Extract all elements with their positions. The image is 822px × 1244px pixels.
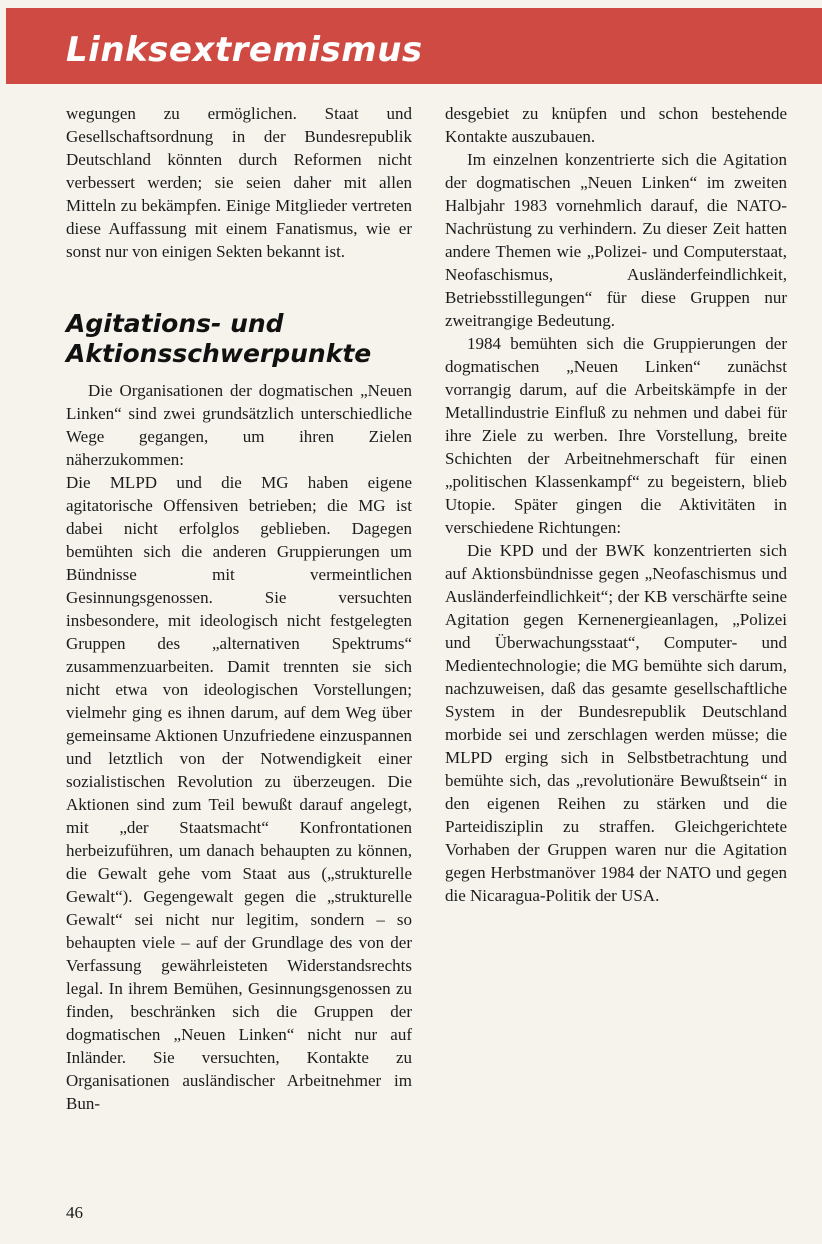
left-paragraph-1: wegungen zu ermöglichen. Staat und Gesellschaftsordnung in der Bundesrepublik Deutschland könnten durch Reformen nicht verbessert werden; sie seien daher mit allen Mitteln zu bekämpfen. Einige Mitglieder vertreten diese Auffassung mit einem Fanatismus, wie er sonst nur von einigen Sekten bekannt ist.: [66, 104, 412, 261]
right-paragraph-1: desgebiet zu knüpfen und schon bestehende Kontakte auszubauen.: [445, 104, 787, 146]
right-paragraph-2: Im einzelnen konzentrierte sich die Agitation der dogmatischen „Neuen Linken“ im zweiten Halbjahr 1983 vornehmlich darauf, die NATO-Nachrüstung zu verhindern. Zu dieser Zeit hatten andere Themen wie „Polizei- und Computerstaat, Neofaschismus, Ausländerfeindlichkeit, Betriebsstillegungen“ für diese Gruppen nur zweitrangige Bedeutung.: [445, 150, 787, 330]
chapter-title: Linksextremismus: [66, 30, 423, 70]
page-number: 46: [66, 1203, 83, 1222]
left-paragraph-3: Die MLPD und die MG haben eigene agitatorische Offensiven betrieben; die MG ist dabei nicht erfolglos geblieben. Dagegen bemühten sich die anderen Gruppierungen um Bündnisse mit vermeintlichen Gesinnungsgenossen. Sie versuchten insbesondere, mit ideologisch nicht festgelegten Gruppen des „alternativen Spektrums“ zusammenzuarbeiten. Damit trennten sie sich nicht etwa von ideologischen Vorstellungen; vielmehr ging es ihnen darum, auf dem Weg über gemeinsame Aktionen Unzufriedene einzuspannen und letztlich von der Notwendigkeit einer sozialistischen Revolution zu überzeugen. Die Aktionen sind zum Teil bewußt darauf angelegt, mit „der Staatsmacht“ Konfrontationen herbeizuführen, um danach behaupten zu können, die Gewalt gehe vom Staat aus („strukturelle Gewalt“). Gegengewalt gegen die „strukturelle Gewalt“ sei nicht nur legitim, sondern – so behaupten viele – auf der Grundlage des von der Verfassung gewährleisteten Widerstandsrechts legal. In ihrem Bemühen, Gesinnungsgenossen zu finden, beschränken sich die Gruppen der dogmatischen „Neuen Linken“ nicht nur auf Inländer. Sie versuchten, Kontakte zu Organisationen ausländischer Arbeitnehmer im Bun-: [66, 473, 412, 1113]
left-paragraph-2: Die Organisationen der dogmatischen „Neuen Linken“ sind zwei grundsätzlich unterschiedliche Wege gegangen, um ihren Zielen näherzukommen:: [66, 381, 412, 469]
section-heading-line-1: Agitations- und: [66, 309, 284, 338]
section-heading: [66, 309, 412, 369]
left-column: [66, 102, 412, 1115]
section-spacer: [66, 263, 412, 309]
right-paragraph-4: Die KPD und der BWK konzentrierten sich auf Aktionsbündnisse gegen „Neofaschismus und Ausländerfeindlichkeit“; der KB verschärfte seine Agitation gegen Kernenergieanlagen, „Polizei und Überwachungsstaat“, Computer- und Medientechnologie; die MG bemühte sich darum, nachzuweisen, daß das gesamte gesellschaftliche System in der Bundesrepublik Deutschland morbide sei und zerschlagen werden müsse; die MLPD erging sich in Selbstbetrachtung und bemühte sich, das „revolutionäre Bewußtsein“ in den eigenen Reihen zu stärken und die Parteidisziplin zu straffen. Gleichgerichtete Vorhaben der Gruppen waren nur die Agitation gegen Herbstmanöver 1984 der NATO und gegen die Nicaragua-Politik der USA.: [445, 541, 787, 905]
section-heading-line-2: Aktionsschwerpunkte: [66, 339, 372, 368]
right-paragraph-3: 1984 bemühten sich die Gruppierungen der dogmatischen „Neuen Linken“ zunächst vorrangig darum, auf die Arbeitskämpfe in der Metallindustrie Einfluß zu nehmen und dabei für ihre Ziele zu werben. Ihre Vorstellung, breite Schichten der Arbeitnehmerschaft für einen „politischen Klassenkampf“ zu begeistern, blieb Utopie. Später gingen die Aktivitäten in verschiedene Richtungen:: [445, 334, 787, 537]
right-column: [445, 102, 787, 907]
